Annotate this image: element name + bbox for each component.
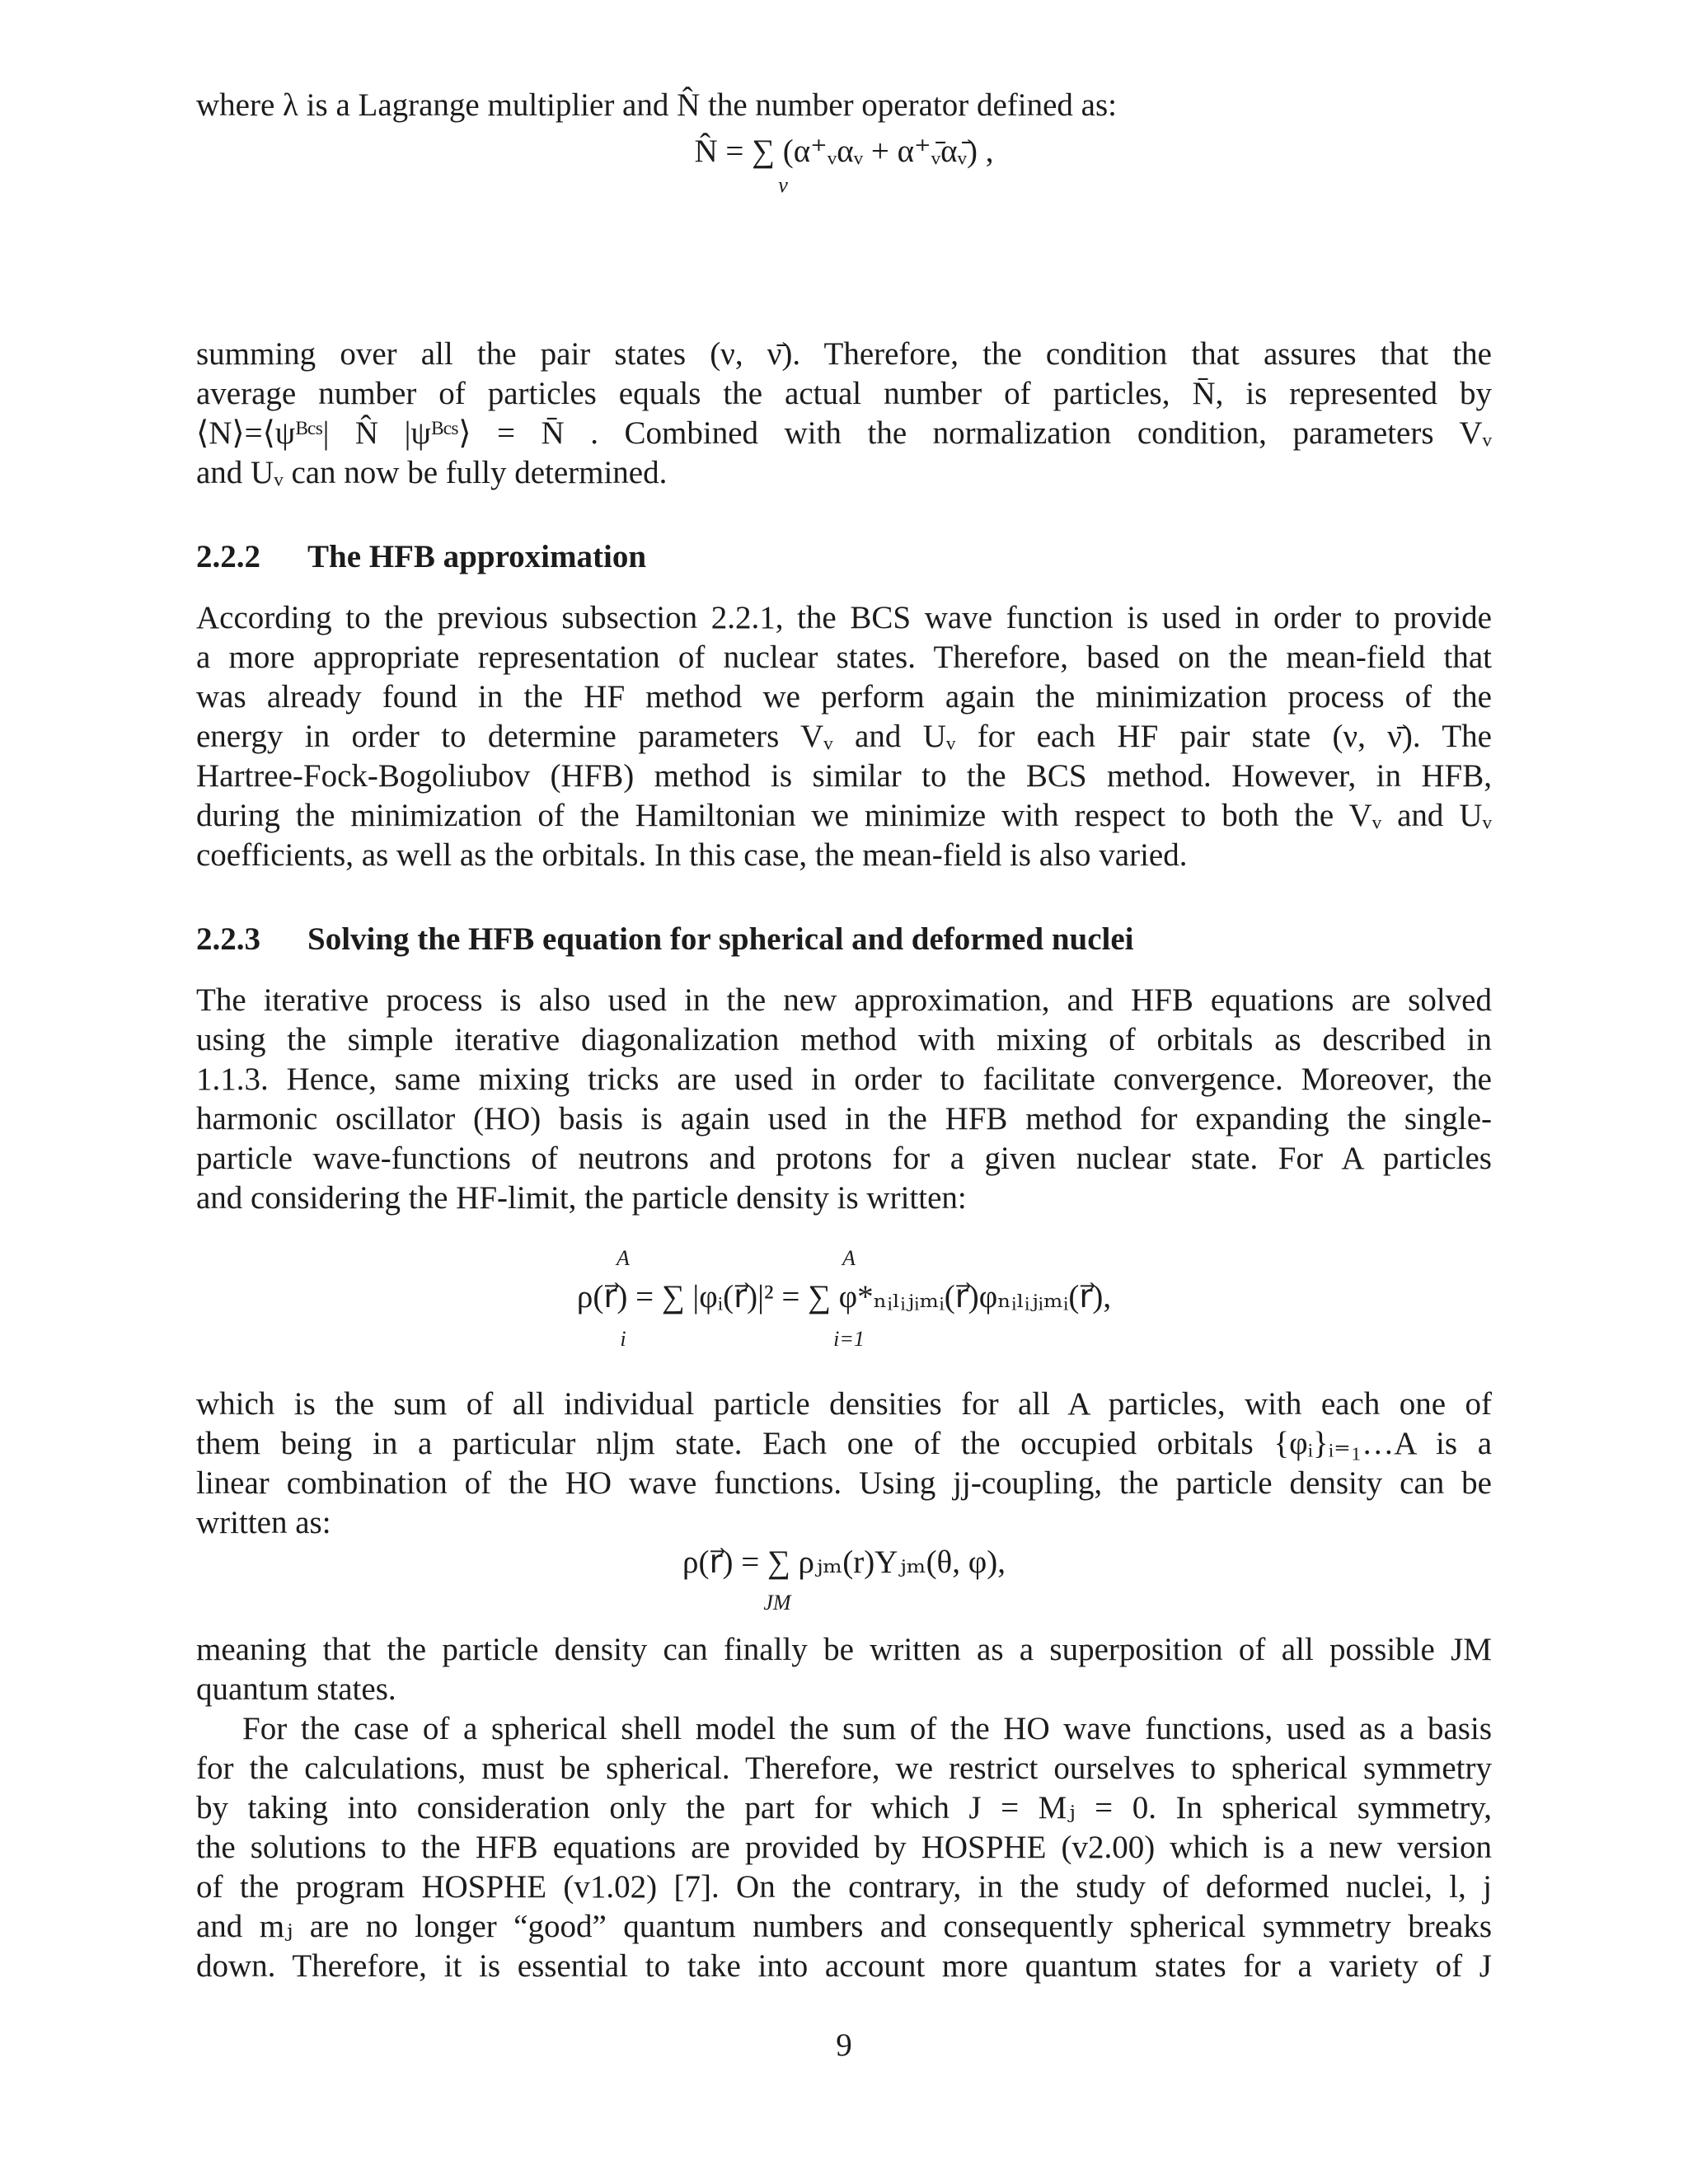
text-line: quantum states. [196,1671,396,1707]
text-line: and Uᵥ can now be fully determined. [196,455,668,490]
text-line: a more appropriate representation of nuclear states. Therefore, based on the mean-field that [196,640,1492,675]
text-line: particle wave-functions of neutrons and protons for a given nuclear state. For A particles [196,1141,1492,1176]
text-line: by taking into consideration only the part for which J = Mⱼ = 0. In spherical symmetry, [196,1790,1492,1825]
text-line: which is the sum of all individual particle densities for all A particles, with each one of [196,1386,1492,1422]
text-line: The iterative process is also used in the new approximation, and HFB equations are solved [196,982,1492,1018]
equation-sum-lower: i=1 [833,1327,865,1351]
text-line: down. Therefore, it is essential to take into account more quantum states for a variety of J [196,1948,1492,1984]
section-number: 2.2.3 [196,921,260,957]
text-line: written as: [196,1505,331,1540]
text-line: According to the previous subsection 2.2.1, the BCS wave function is used in order to provide [196,600,1492,635]
text-line: of the program HOSPHE (v1.02) [7]. On the contrary, in the study of deformed nuclei, l, j [196,1869,1492,1905]
text-line: was already found in the HF method we perform again the minimization process of the [196,679,1492,715]
text-line: during the minimization of the Hamiltonian we minimize with respect to both the Vᵥ and Uᵥ [196,798,1492,833]
equation-density-expansion: ρ(r⃗) = ∑ ρⱼₘ(r)Yⱼₘ(θ, φ), [682,1544,1006,1580]
text-line: For the case of a spherical shell model the sum of the HO wave functions, used as a basis [242,1711,1492,1746]
text-line: ⟨N⟩=⟨ψᴮᶜˢ| N̂ |ψᴮᶜˢ⟩ = N̄ . Combined with the normalization condition, parameters Vᵥ [196,415,1492,451]
section-number: 2.2.2 [196,539,260,574]
equation-particle-density: ρ(r⃗) = ∑ |φᵢ(r⃗)|² = ∑ φ*ₙᵢₗᵢⱼᵢₘᵢ(r⃗)φₙᵢₗᵢⱼᵢₘᵢ(r⃗), [576,1279,1112,1315]
text-line: and mⱼ are no longer “good” quantum numbers and consequently spherical symmetry breaks [196,1909,1492,1944]
text-line: the solutions to the HFB equations are provided by HOSPHE (v2.00) which is a new version [196,1830,1492,1865]
text-line: summing over all the pair states (ν, ν̄). Therefore, the condition that assures that the [196,336,1492,372]
text-line: using the simple iterative diagonalization method with mixing of orbitals as described in [196,1022,1492,1057]
text-line: energy in order to determine parameters Vᵥ and Uᵥ for each HF pair state (ν, ν̄). The [196,719,1492,754]
text-line: where λ is a Lagrange multiplier and N̂ the number operator defined as: [196,87,1118,123]
text-line: meaning that the particle density can finally be written as a superposition of all possible JM [196,1632,1492,1667]
text-line: linear combination of the HO wave functions. Using jj-coupling, the particle density can be [196,1465,1492,1501]
text-line: Hartree-Fock-Bogoliubov (HFB) method is similar to the BCS method. However, in HFB, [196,758,1492,794]
equation-sum-upper: A [617,1246,630,1270]
section-heading [196,920,1134,959]
text-line: average number of particles equals the actual number of particles, N̄, is represented by [196,376,1492,411]
section-title: The HFB approximation [307,539,647,574]
equation-sum-index: ν [778,173,788,197]
text-line: harmonic oscillator (HO) basis is again used in the HFB method for expanding the single- [196,1101,1492,1137]
text-line: coefficients, as well as the orbitals. In this case, the mean-field is also varied. [196,837,1188,873]
text-line: for the calculations, must be spherical. Therefore, we restrict ourselves to spherical symmetry [196,1750,1492,1786]
text-line: 1.1.3. Hence, same mixing tricks are used in order to facilitate convergence. Moreover, the [196,1062,1492,1097]
equation-sum-index: JM [763,1591,791,1615]
section-title: Solving the HFB equation for spherical and deformed nuclei [307,921,1134,957]
section-heading [196,537,646,577]
text-line: and considering the HF-limit, the particle density is written: [196,1180,967,1216]
text-line: them being in a particular nljm state. Each one of the occupied orbitals {φᵢ}ᵢ₌₁…A is a [196,1426,1492,1461]
page-number: 9 [836,2027,852,2063]
equation-sum-lower: i [620,1327,626,1351]
equation-number-operator: N̂ = ∑ (α⁺ᵥαᵥ + α⁺ᵥ̄αᵥ̄) , [694,134,994,169]
equation-sum-upper: A [842,1246,856,1270]
